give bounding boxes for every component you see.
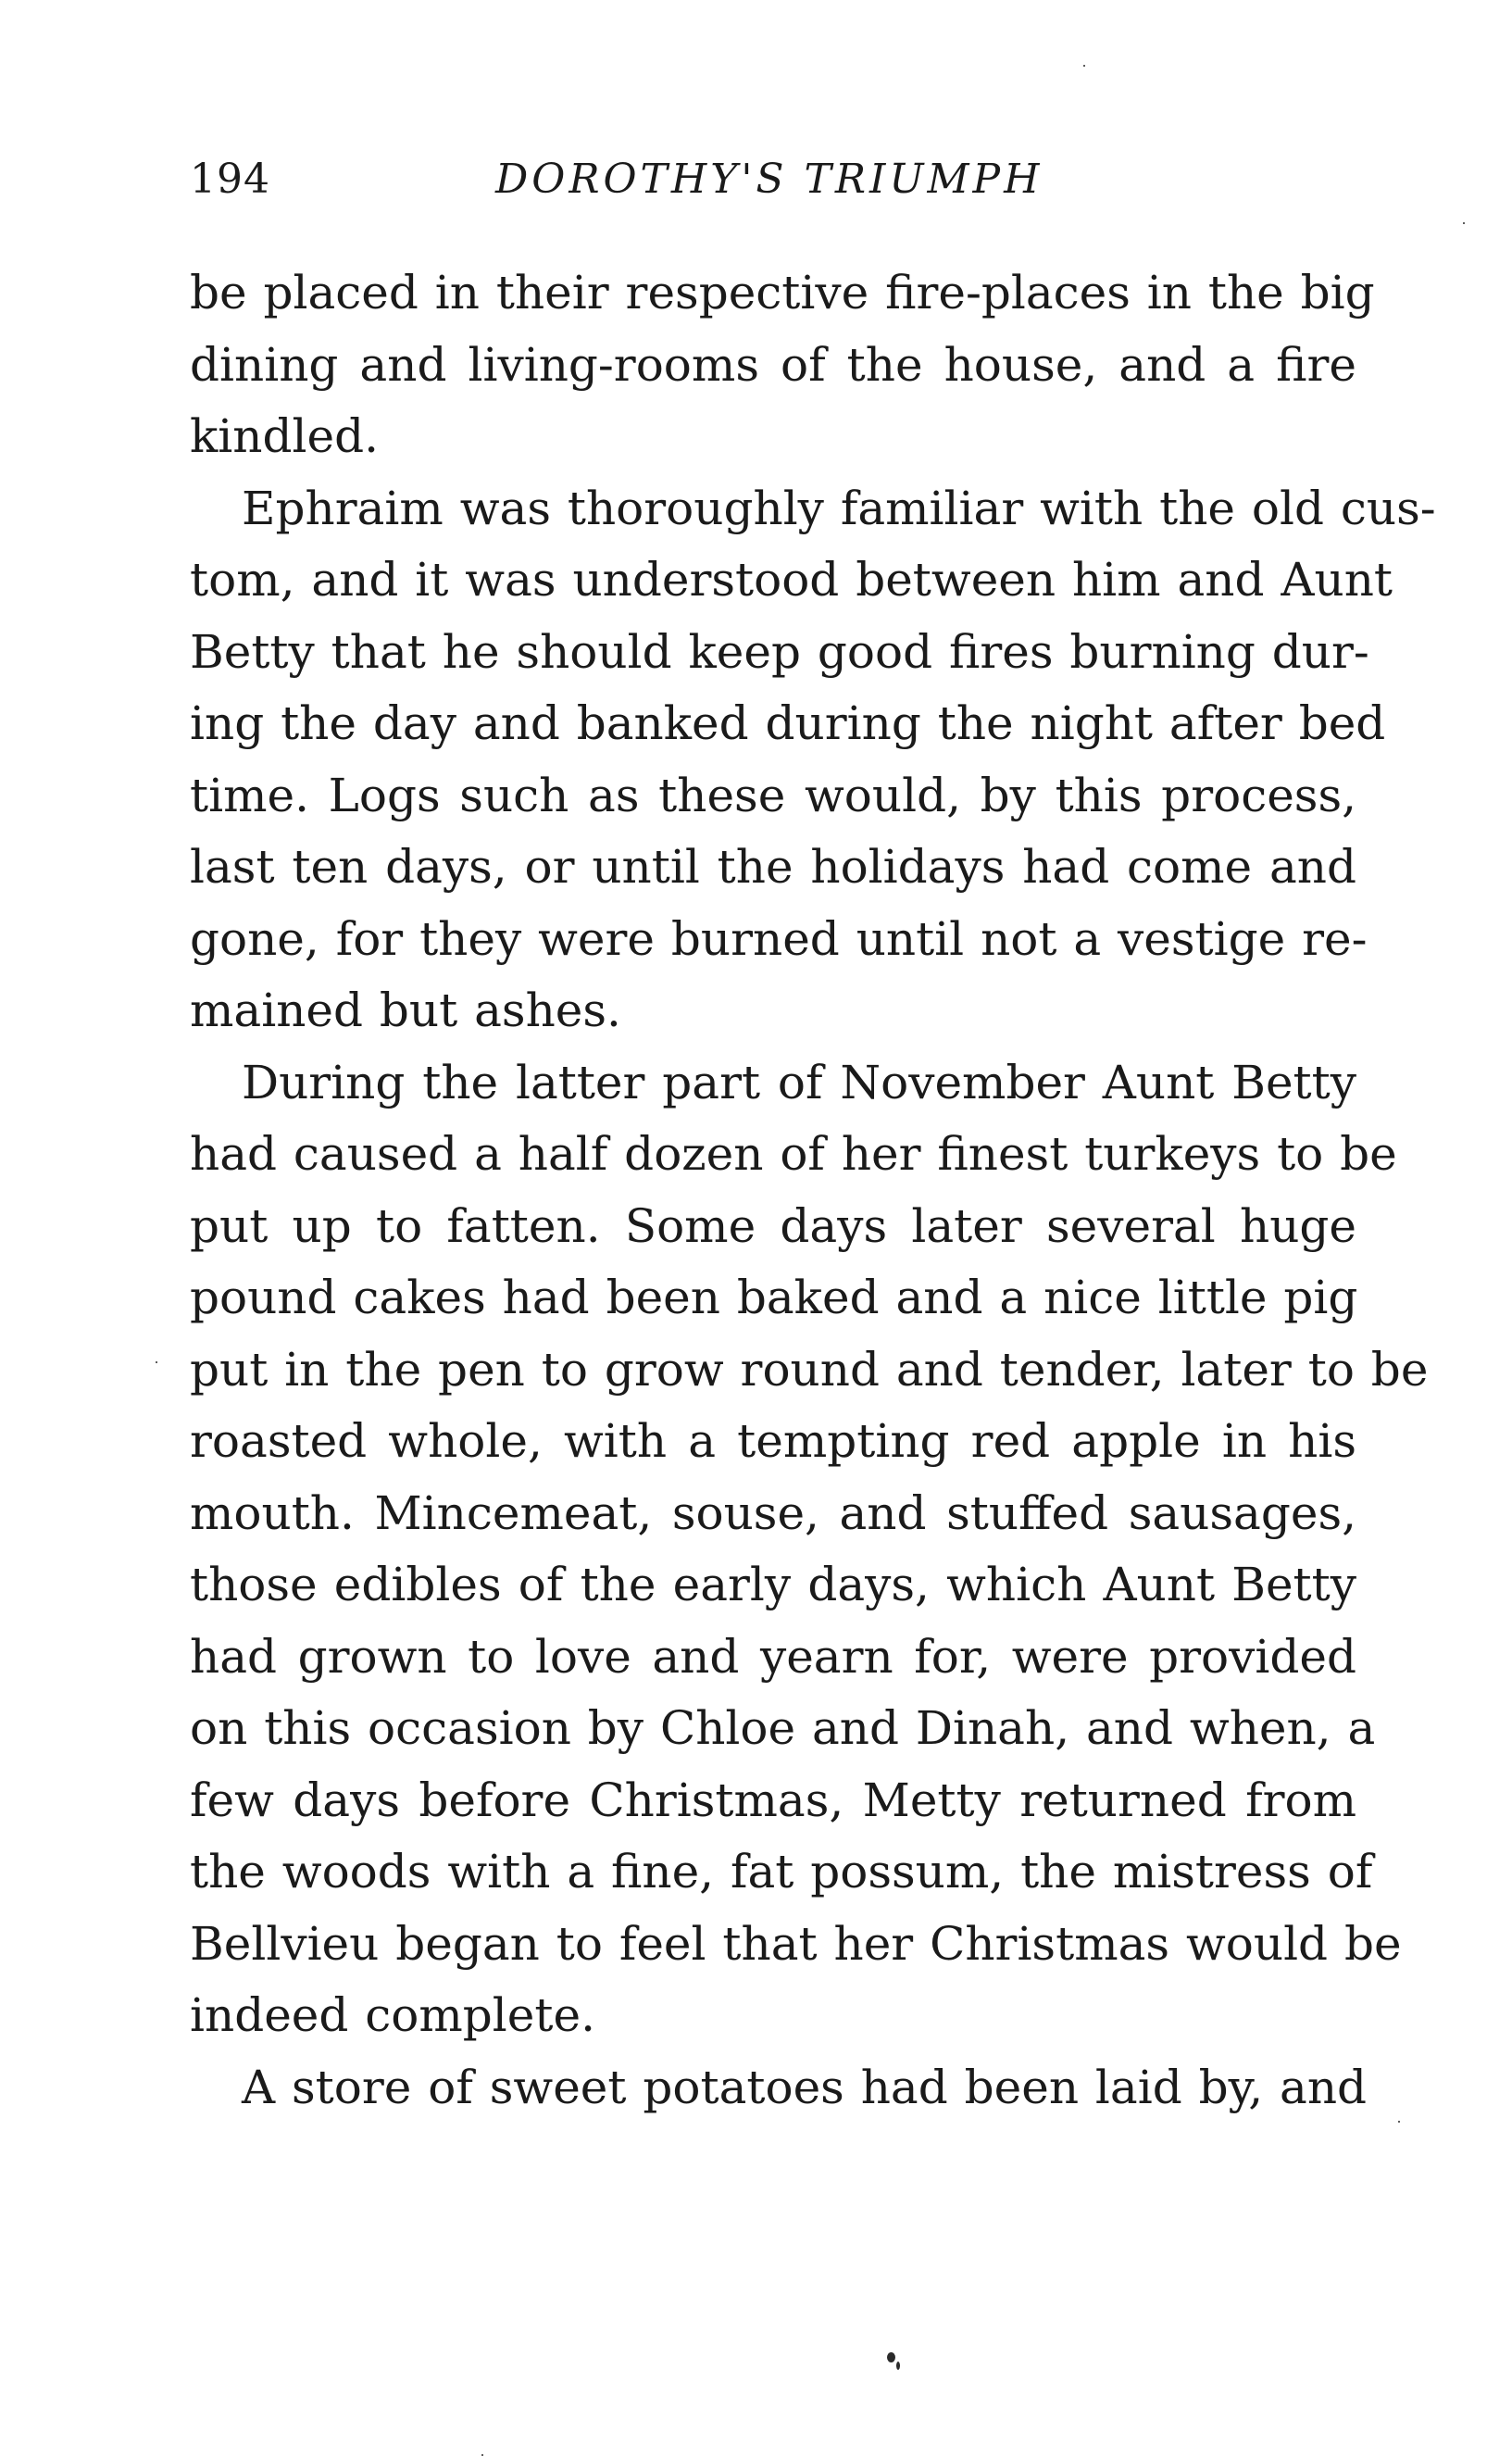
page-number: 194 [190, 156, 270, 203]
text-line: roasted whole, with a tempting red apple in his [190, 1414, 1356, 1468]
text-line: put in the pen to grow round and tender, later to be [190, 1342, 1429, 1397]
text-line: time. Logs such as these would, by this process, [190, 768, 1356, 822]
text-line: kindled. [190, 409, 379, 463]
text-line: last ten days, or until the holidays had come and [190, 840, 1356, 894]
body-text [190, 257, 1436, 2124]
text-line: mained but ashes. [190, 984, 621, 1037]
text-line: indeed complete. [190, 1988, 595, 2042]
text-line: those edibles of the early days, which Aunt Betty [190, 1558, 1356, 1611]
paragraph-first-line: A store of sweet potatoes had been laid by, and [242, 2060, 1368, 2114]
page-header [190, 156, 1356, 230]
text-line: few days before Christmas, Metty returned from [190, 1773, 1356, 1827]
text-line: gone, for they were burned until not a vestige re- [190, 911, 1368, 966]
text-line: had grown to love and yearn for, were provided [190, 1629, 1356, 1684]
text-line: on this occasion by Chloe and Dinah, and when, a [190, 1701, 1376, 1755]
text-line: be placed in their respective fire-places in the big [190, 266, 1375, 320]
text-line: tom, and it was understood between him and Aunt [190, 553, 1393, 607]
paragraph-first-line: During the latter part of November Aunt Betty [242, 1055, 1356, 1109]
text-line: the woods with a fine, fat possum, the mistress of [190, 1845, 1373, 1898]
text-line: dining and living-rooms of the house, and a fire [190, 337, 1356, 392]
paragraph-first-line: Ephraim was thoroughly familiar with the old cus- [242, 481, 1436, 535]
text-line: had caused a half dozen of her finest turkeys to be [190, 1127, 1397, 1181]
text-line: mouth. Mincemeat, souse, and stuffed sausages, [190, 1485, 1356, 1540]
text-line: Betty that he should keep good fires burning dur- [190, 624, 1369, 679]
ink-speck [1083, 65, 1085, 67]
text-line: put up to fatten. Some days later several huge [190, 1198, 1356, 1253]
running-title: DOROTHY'S TRIUMPH [495, 156, 1043, 203]
ink-speck [887, 2352, 895, 2362]
text-line: ing the day and banked during the night after bed [190, 696, 1386, 750]
text-line: Bellvieu began to feel that her Christmas would be [190, 1916, 1402, 1971]
ink-speck [1463, 222, 1465, 224]
ink-speck [1398, 2121, 1400, 2123]
ink-speck [896, 2362, 900, 2370]
text-line: pound cakes had been baked and a nice little pig [190, 1271, 1358, 1324]
ink-speck [156, 1361, 157, 1363]
